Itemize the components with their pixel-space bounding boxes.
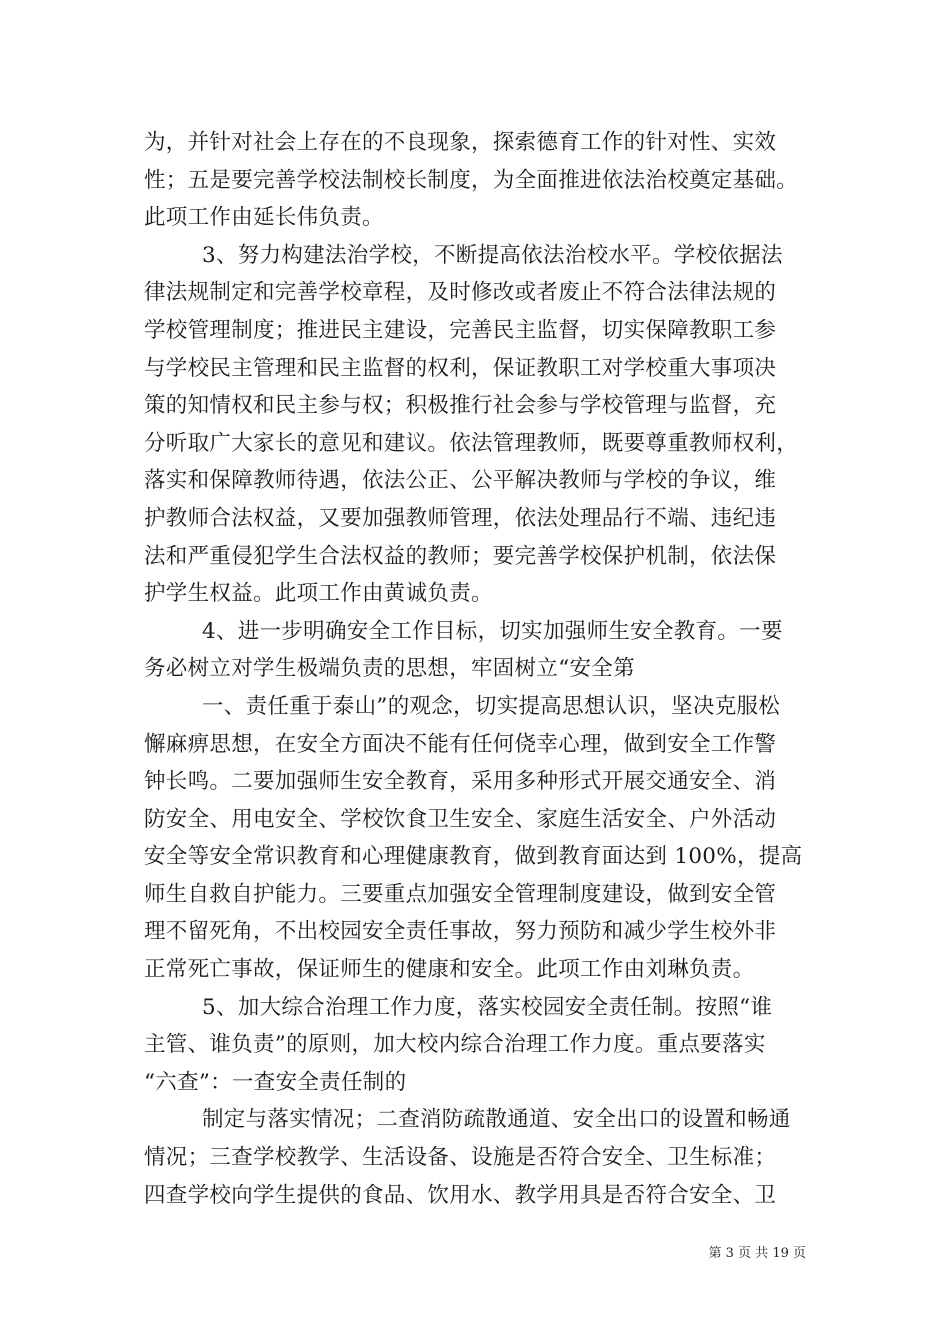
text-line: 护学生权益。此项工作由黄诚负责。 (144, 581, 493, 607)
text-line: 制定与落实情况；二查消防疏散通道、安全出口的设置和畅通 (202, 1107, 791, 1133)
text-line: 护教师合法权益，又要加强教师管理，依法处理品行不端、违纪违 (144, 505, 777, 531)
text-line: 师生自救自护能力。三要重点加强安全管理制度建设，做到安全管 (144, 881, 777, 907)
text-line: 正常死亡事故，保证师生的健康和安全。此项工作由刘琳负责。 (144, 957, 755, 983)
body-text (144, 124, 814, 1214)
text-line: 性；五是要完善学校法制校长制度，为全面推进依法治校奠定基础。 (144, 167, 799, 193)
text-line: 务必树立对学生极端负责的思想，牢固树立“安全第 (144, 656, 635, 682)
text-line: 安全等安全常识教育和心理健康教育，做到教育面达到 100%，提高 (144, 844, 803, 870)
text-line: 3、努力构建法治学校，不断提高依法治校水平。学校依据法 (202, 242, 783, 268)
text-line: 分听取广大家长的意见和建议。依法管理教师，既要尊重教师权利， (144, 430, 799, 456)
text-line: 5、加大综合治理工作力度，落实校园安全责任制。按照“谁 (202, 994, 773, 1020)
text-line: “六查”：一查安全责任制的 (144, 1069, 407, 1095)
text-line: 主管、谁负责”的原则，加大校内综合治理工作力度。重点要落实 (144, 1032, 766, 1058)
text-line: 学校管理制度；推进民主建设，完善民主监督，切实保障教职工参 (144, 317, 777, 343)
text-line: 理不留死角，不出校园安全责任事故，努力预防和减少学生校外非 (144, 919, 777, 945)
text-line: 情况；三查学校教学、生活设备、设施是否符合安全、卫生标准； (144, 1145, 777, 1171)
text-line: 防安全、用电安全、学校饮食卫生安全、家庭生活安全、户外活动 (144, 806, 777, 832)
text-line: 法和严重侵犯学生合法权益的教师；要完善学校保护机制，依法保 (144, 543, 777, 569)
text-line: 律法规制定和完善学校章程，及时修改或者废止不符合法律法规的 (144, 280, 777, 306)
page-number: 第 3 页 共 19 页 (708, 1246, 806, 1261)
text-line: 懈麻痹思想，在安全方面决不能有任何侥幸心理，做到安全工作警 (144, 731, 777, 757)
text-line: 钟长鸣。二要加强师生安全教育，采用多种形式开展交通安全、消 (144, 769, 777, 795)
text-line: 与学校民主管理和民主监督的权利，保证教职工对学校重大事项决 (144, 355, 777, 381)
text-line: 策的知情权和民主参与权；积极推行社会参与学校管理与监督，充 (144, 393, 777, 419)
text-line: 4、进一步明确安全工作目标，切实加强师生安全教育。一要 (202, 618, 783, 644)
text-line: 此项工作由延长伟负责。 (144, 205, 384, 231)
text-line: 为，并针对社会上存在的不良现象，探索德育工作的针对性、实效 (144, 130, 777, 155)
text-line: 落实和保障教师待遇，依法公正、公平解决教师与学校的争议，维 (144, 468, 777, 494)
text-line: 一、责任重于泰山”的观念，切实提高思想认识，坚决克服松 (202, 693, 781, 719)
text-line: 四查学校向学生提供的食品、饮用水、教学用具是否符合安全、卫 (144, 1182, 777, 1208)
